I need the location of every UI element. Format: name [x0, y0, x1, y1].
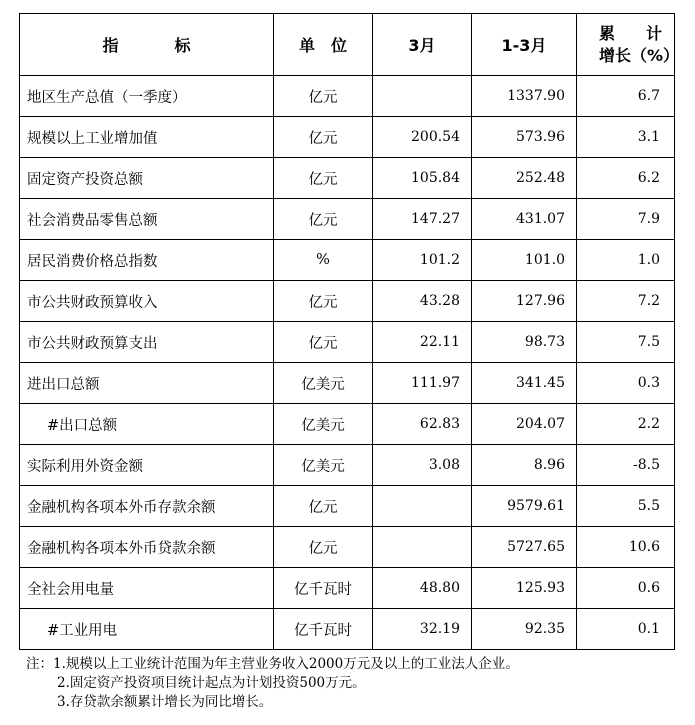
table-row [20, 117, 675, 158]
growth-cell: 7.2 [577, 281, 675, 322]
growth-cell: 6.7 [577, 76, 675, 117]
month-value-cell: 22.11 [373, 322, 472, 363]
ytd-value-cell: 8.96 [472, 445, 577, 486]
ytd-value-cell: 5727.65 [472, 527, 577, 568]
indicator-cell: 实际利用外资金额 [20, 445, 274, 486]
unit-cell: 亿美元 [274, 363, 373, 404]
header-unit: 单 位 [274, 14, 373, 76]
indicator-cell: 市公共财政预算收入 [20, 281, 274, 322]
growth-cell: 7.9 [577, 199, 675, 240]
unit-cell: 亿元 [274, 76, 373, 117]
growth-cell: 1.0 [577, 240, 675, 281]
header-month: 3月 [373, 14, 472, 76]
unit-cell: 亿元 [274, 281, 373, 322]
unit-cell: 亿元 [274, 322, 373, 363]
month-value-cell: 43.28 [373, 281, 472, 322]
month-value-cell: 111.97 [373, 363, 472, 404]
header-cumulative-growth: 累 计 增长（%） [577, 14, 675, 76]
month-value-cell: 200.54 [373, 117, 472, 158]
indicator-cell: 金融机构各项本外币存款余额 [20, 486, 274, 527]
table-row [20, 76, 675, 117]
table-row [20, 158, 675, 199]
ytd-value-cell: 431.07 [472, 199, 577, 240]
ytd-value-cell: 341.45 [472, 363, 577, 404]
ytd-value-cell: 125.93 [472, 568, 577, 609]
header-row [20, 14, 675, 76]
growth-cell: 0.3 [577, 363, 675, 404]
unit-cell: 亿元 [274, 199, 373, 240]
ytd-value-cell: 92.35 [472, 609, 577, 650]
indicator-cell: 市公共财政预算支出 [20, 322, 274, 363]
table-row [20, 486, 675, 527]
ytd-value-cell: 1337.90 [472, 76, 577, 117]
growth-cell: 3.1 [577, 117, 675, 158]
ytd-value-cell: 98.73 [472, 322, 577, 363]
growth-cell: 5.5 [577, 486, 675, 527]
ytd-value-cell: 204.07 [472, 404, 577, 445]
indicator-cell: 固定资产投资总额 [20, 158, 274, 199]
footnotes [26, 655, 519, 712]
table-row [20, 322, 675, 363]
table-row [20, 404, 675, 445]
unit-cell: 亿元 [274, 158, 373, 199]
month-value-cell [373, 76, 472, 117]
month-value-cell [373, 527, 472, 568]
indicator-cell: 进出口总额 [20, 363, 274, 404]
month-value-cell: 48.80 [373, 568, 472, 609]
month-value-cell: 3.08 [373, 445, 472, 486]
growth-cell: 0.1 [577, 609, 675, 650]
statistics-table [19, 13, 680, 650]
unit-cell: % [274, 240, 373, 281]
table-row [20, 609, 675, 650]
ytd-value-cell: 127.96 [472, 281, 577, 322]
month-value-cell: 147.27 [373, 199, 472, 240]
month-value-cell: 105.84 [373, 158, 472, 199]
table-row [20, 568, 675, 609]
growth-cell: -8.5 [577, 445, 675, 486]
unit-cell: 亿千瓦时 [274, 609, 373, 650]
indicator-cell: #出口总额 [20, 404, 274, 445]
indicator-cell: 社会消费品零售总额 [20, 199, 274, 240]
unit-cell: 亿美元 [274, 445, 373, 486]
table-row [20, 445, 675, 486]
growth-cell: 7.5 [577, 322, 675, 363]
ytd-value-cell: 573.96 [472, 117, 577, 158]
table-row [20, 363, 675, 404]
unit-cell: 亿元 [274, 486, 373, 527]
table-row [20, 281, 675, 322]
table-row [20, 240, 675, 281]
header-indicator: 指 标 [20, 14, 274, 76]
footnote-3: 3.存贷款余额累计增长为同比增长。 [57, 694, 273, 710]
growth-cell: 10.6 [577, 527, 675, 568]
header-ytd: 1-3月 [472, 14, 577, 76]
month-value-cell: 32.19 [373, 609, 472, 650]
ytd-value-cell: 101.0 [472, 240, 577, 281]
table-row [20, 527, 675, 568]
ytd-value-cell: 252.48 [472, 158, 577, 199]
unit-cell: 亿千瓦时 [274, 568, 373, 609]
unit-cell: 亿美元 [274, 404, 373, 445]
month-value-cell: 62.83 [373, 404, 472, 445]
growth-cell: 2.2 [577, 404, 675, 445]
indicator-cell: #工业用电 [20, 609, 274, 650]
indicator-cell: 地区生产总值（一季度） [20, 76, 274, 117]
unit-cell: 亿元 [274, 117, 373, 158]
table-row [20, 199, 675, 240]
footnote-2: 2.固定资产投资项目统计起点为计划投资500万元。 [57, 675, 366, 691]
indicator-cell: 规模以上工业增加值 [20, 117, 274, 158]
growth-cell: 0.6 [577, 568, 675, 609]
month-value-cell [373, 486, 472, 527]
month-value-cell: 101.2 [373, 240, 472, 281]
unit-cell: 亿元 [274, 527, 373, 568]
indicator-cell: 全社会用电量 [20, 568, 274, 609]
indicator-cell: 居民消费价格总指数 [20, 240, 274, 281]
footnote-1: 注：1.规模以上工业统计范围为年主营业务收入2000万元及以上的工业法人企业。 [26, 656, 519, 672]
ytd-value-cell: 9579.61 [472, 486, 577, 527]
growth-cell: 6.2 [577, 158, 675, 199]
indicator-cell: 金融机构各项本外币贷款余额 [20, 527, 274, 568]
